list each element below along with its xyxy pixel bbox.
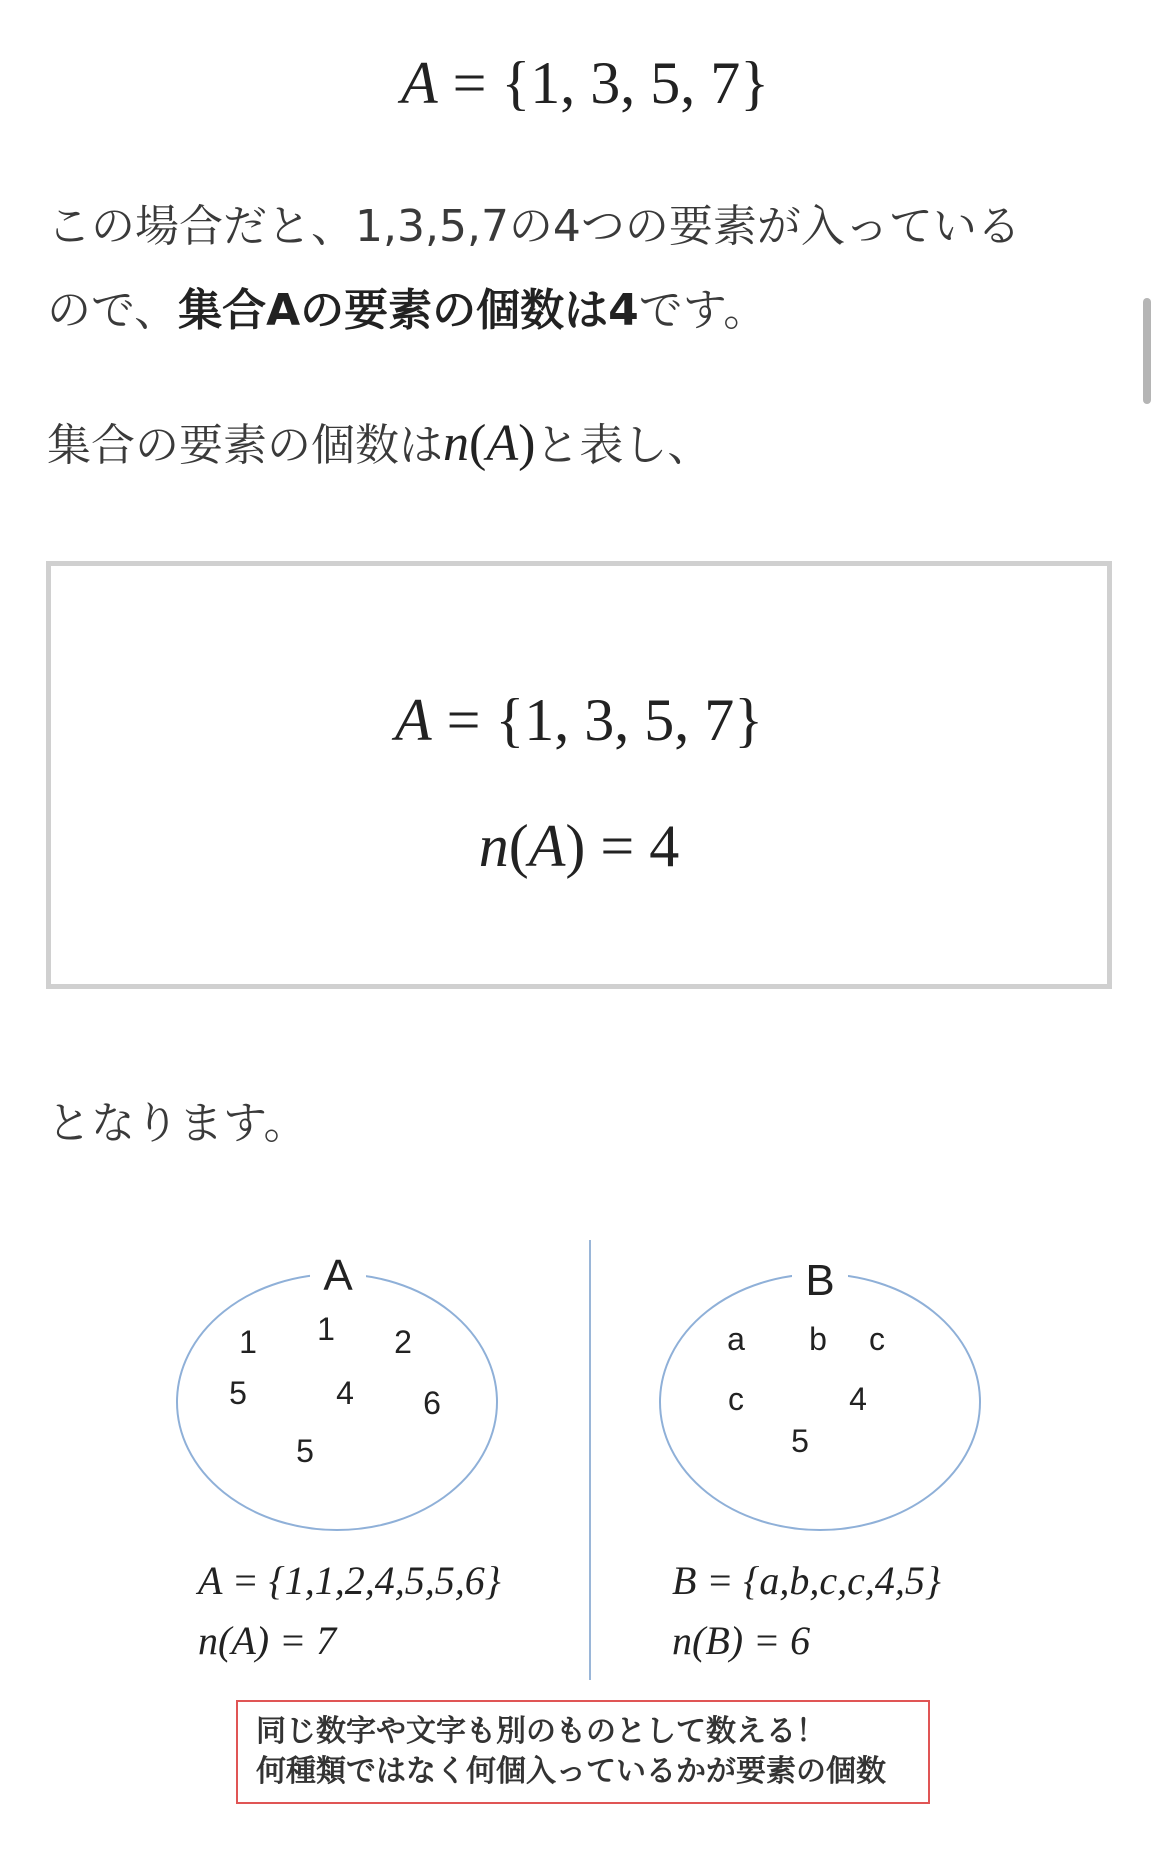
note-line-2: 何種類ではなく何個入っているかが要素の個数 <box>256 1754 886 1789</box>
note-line-1: 同じ数字や文字も別のものとして数える！ <box>256 1714 826 1749</box>
set-a-count: n(A) = 7 <box>198 1618 337 1663</box>
math-a: A <box>486 415 519 472</box>
line2-suffix: です。 <box>638 285 768 336</box>
set-a-element: 2 <box>394 1324 412 1360</box>
set-b-element: a <box>727 1321 745 1357</box>
paragraph-line-1: この場合だと、1,3,5,7の4つの要素が入っている <box>47 201 1021 252</box>
box-var-n: n <box>478 813 509 879</box>
paragraph-conclusion: となります。 <box>47 1098 308 1149</box>
notation-prefix: 集合の要素の個数は <box>47 420 443 471</box>
math-paren-close: ) <box>518 415 536 472</box>
set-a-element: 1 <box>317 1311 335 1347</box>
emphasis-text: 集合Aの要素の個数は4 <box>178 285 639 336</box>
set-a-element: 6 <box>423 1385 441 1421</box>
scrollbar-thumb[interactable] <box>1143 298 1151 404</box>
paragraph-line-2 <box>47 269 1107 353</box>
eq-var: A <box>400 50 438 116</box>
box-count-line: n(A) = 4 <box>478 813 680 879</box>
notation-suffix: と表し、 <box>535 420 712 471</box>
equation-set-a: A = {1, 3, 5, 7} <box>400 50 770 116</box>
set-b-expression: B = {a,b,c,c,4,5} <box>672 1558 941 1603</box>
math-n: n <box>443 415 469 472</box>
set-a-element: 4 <box>336 1375 354 1411</box>
set-b-element: 4 <box>849 1381 867 1417</box>
set-a-element: 1 <box>239 1324 257 1360</box>
notation-math <box>443 415 535 472</box>
set-b-element: b <box>809 1321 827 1357</box>
set-b-element: c <box>869 1321 885 1357</box>
line2-prefix: ので、 <box>47 285 179 336</box>
box-set-line: A = {1, 3, 5, 7} <box>394 687 764 753</box>
set-b-ellipse <box>660 1274 980 1530</box>
paragraph-element-count <box>47 185 1107 353</box>
note-box <box>236 1700 930 1804</box>
set-b-count: n(B) = 6 <box>672 1618 811 1663</box>
box-var-a2: A <box>528 813 566 879</box>
set-b-element: c <box>728 1381 744 1417</box>
set-a-element: 5 <box>296 1433 314 1469</box>
set-b-element: 5 <box>791 1423 809 1459</box>
set-a-expression: A = {1,1,2,4,5,5,6} <box>198 1558 501 1603</box>
formula-box <box>46 561 1112 989</box>
box-var-a: A <box>394 687 432 753</box>
set-a-element: 5 <box>229 1375 247 1411</box>
math-paren-open: ( <box>469 415 487 472</box>
set-a-label: A <box>323 1251 353 1300</box>
set-b-label: B <box>805 1256 835 1305</box>
paragraph-notation <box>47 402 1107 488</box>
